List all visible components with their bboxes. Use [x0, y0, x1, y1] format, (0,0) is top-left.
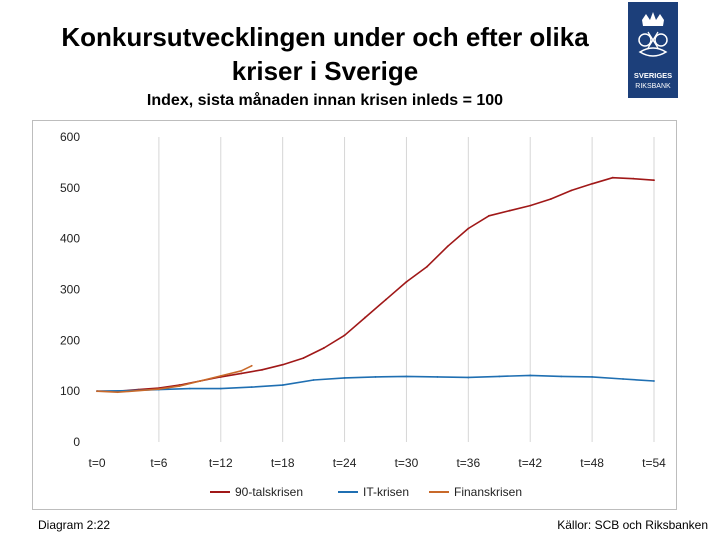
data-point	[344, 377, 346, 379]
x-tick-label: t=0	[88, 456, 106, 470]
y-tick-label: 200	[59, 333, 80, 348]
x-tick-label: t=12	[208, 456, 233, 470]
data-point	[282, 364, 284, 366]
data-point	[560, 376, 562, 378]
legend-label: 90-talskrisen	[235, 485, 304, 499]
data-point	[96, 390, 98, 392]
chart-title-line-2: kriser i Sverige	[231, 56, 419, 86]
legend	[210, 485, 522, 499]
data-point	[313, 379, 315, 381]
logo-text-sveriges: SVERIGES	[633, 71, 673, 80]
data-point	[364, 317, 366, 319]
data-point	[632, 178, 634, 180]
y-tick-label: 0	[73, 435, 80, 449]
x-tick-label: t=30	[394, 456, 419, 470]
logo-text-riksbank: RIKSBANK	[635, 83, 671, 90]
y-tick-label: 300	[59, 282, 80, 297]
x-tick-label: t=42	[518, 456, 543, 470]
data-point	[426, 266, 428, 268]
legend-label: Finanskrisen	[454, 485, 523, 499]
data-point	[189, 388, 191, 390]
data-point	[591, 376, 593, 378]
chart-subtitle: Index, sista månaden innan krisen inleds = 100	[146, 92, 504, 109]
data-point	[117, 391, 119, 393]
y-tick-label: 100	[59, 384, 80, 399]
series-lines	[96, 177, 655, 393]
data-point	[622, 378, 624, 380]
data-point	[591, 183, 593, 185]
data-point	[571, 189, 573, 191]
data-point	[137, 390, 139, 392]
grid-lines	[159, 137, 654, 442]
y-tick-label: 500	[59, 180, 80, 195]
data-point	[467, 377, 469, 379]
data-point	[385, 299, 387, 301]
x-tick-label: t=54	[642, 456, 666, 470]
data-point	[467, 228, 469, 230]
chart-title-line-1: Konkursutvecklingen under och efter olika	[61, 22, 589, 52]
y-tick-label: 400	[59, 231, 80, 246]
x-axis-ticks	[88, 456, 666, 470]
data-point	[241, 372, 243, 374]
data-point	[302, 357, 304, 359]
data-point	[612, 177, 614, 179]
data-point	[550, 198, 552, 200]
series-line-0	[97, 178, 654, 392]
diagram-number: Diagram 2:22	[38, 518, 111, 532]
data-point	[653, 179, 655, 181]
x-tick-label: t=48	[580, 456, 604, 470]
data-point	[251, 365, 253, 367]
x-tick-label: t=6	[150, 456, 168, 470]
data-point	[447, 245, 449, 247]
x-tick-label: t=24	[332, 456, 357, 470]
data-point	[375, 376, 377, 378]
data-point	[251, 386, 253, 388]
data-point	[158, 388, 160, 390]
data-point	[344, 334, 346, 336]
source-note: Källor: SCB och Riksbanken	[557, 518, 708, 532]
data-point	[179, 385, 181, 387]
data-point	[509, 210, 511, 212]
data-point	[406, 376, 408, 378]
line-chart	[32, 120, 677, 510]
data-point	[220, 375, 222, 377]
data-point	[436, 376, 438, 378]
y-axis-ticks	[60, 130, 80, 449]
data-point	[488, 215, 490, 217]
y-tick-label: 600	[59, 130, 80, 144]
x-tick-label: t=18	[270, 456, 295, 470]
data-point	[282, 384, 284, 386]
data-point	[261, 369, 263, 371]
data-point	[529, 375, 531, 377]
data-point	[406, 281, 408, 283]
data-point	[529, 205, 531, 207]
legend-label: IT-krisen	[363, 485, 410, 499]
data-point	[241, 370, 243, 372]
data-point	[323, 347, 325, 349]
data-point	[498, 376, 500, 378]
data-point	[199, 380, 201, 382]
chart-title	[20, 20, 630, 88]
riksbank-logo	[628, 2, 678, 98]
data-point	[653, 380, 655, 382]
data-point	[220, 388, 222, 390]
x-tick-label: t=36	[456, 456, 481, 470]
